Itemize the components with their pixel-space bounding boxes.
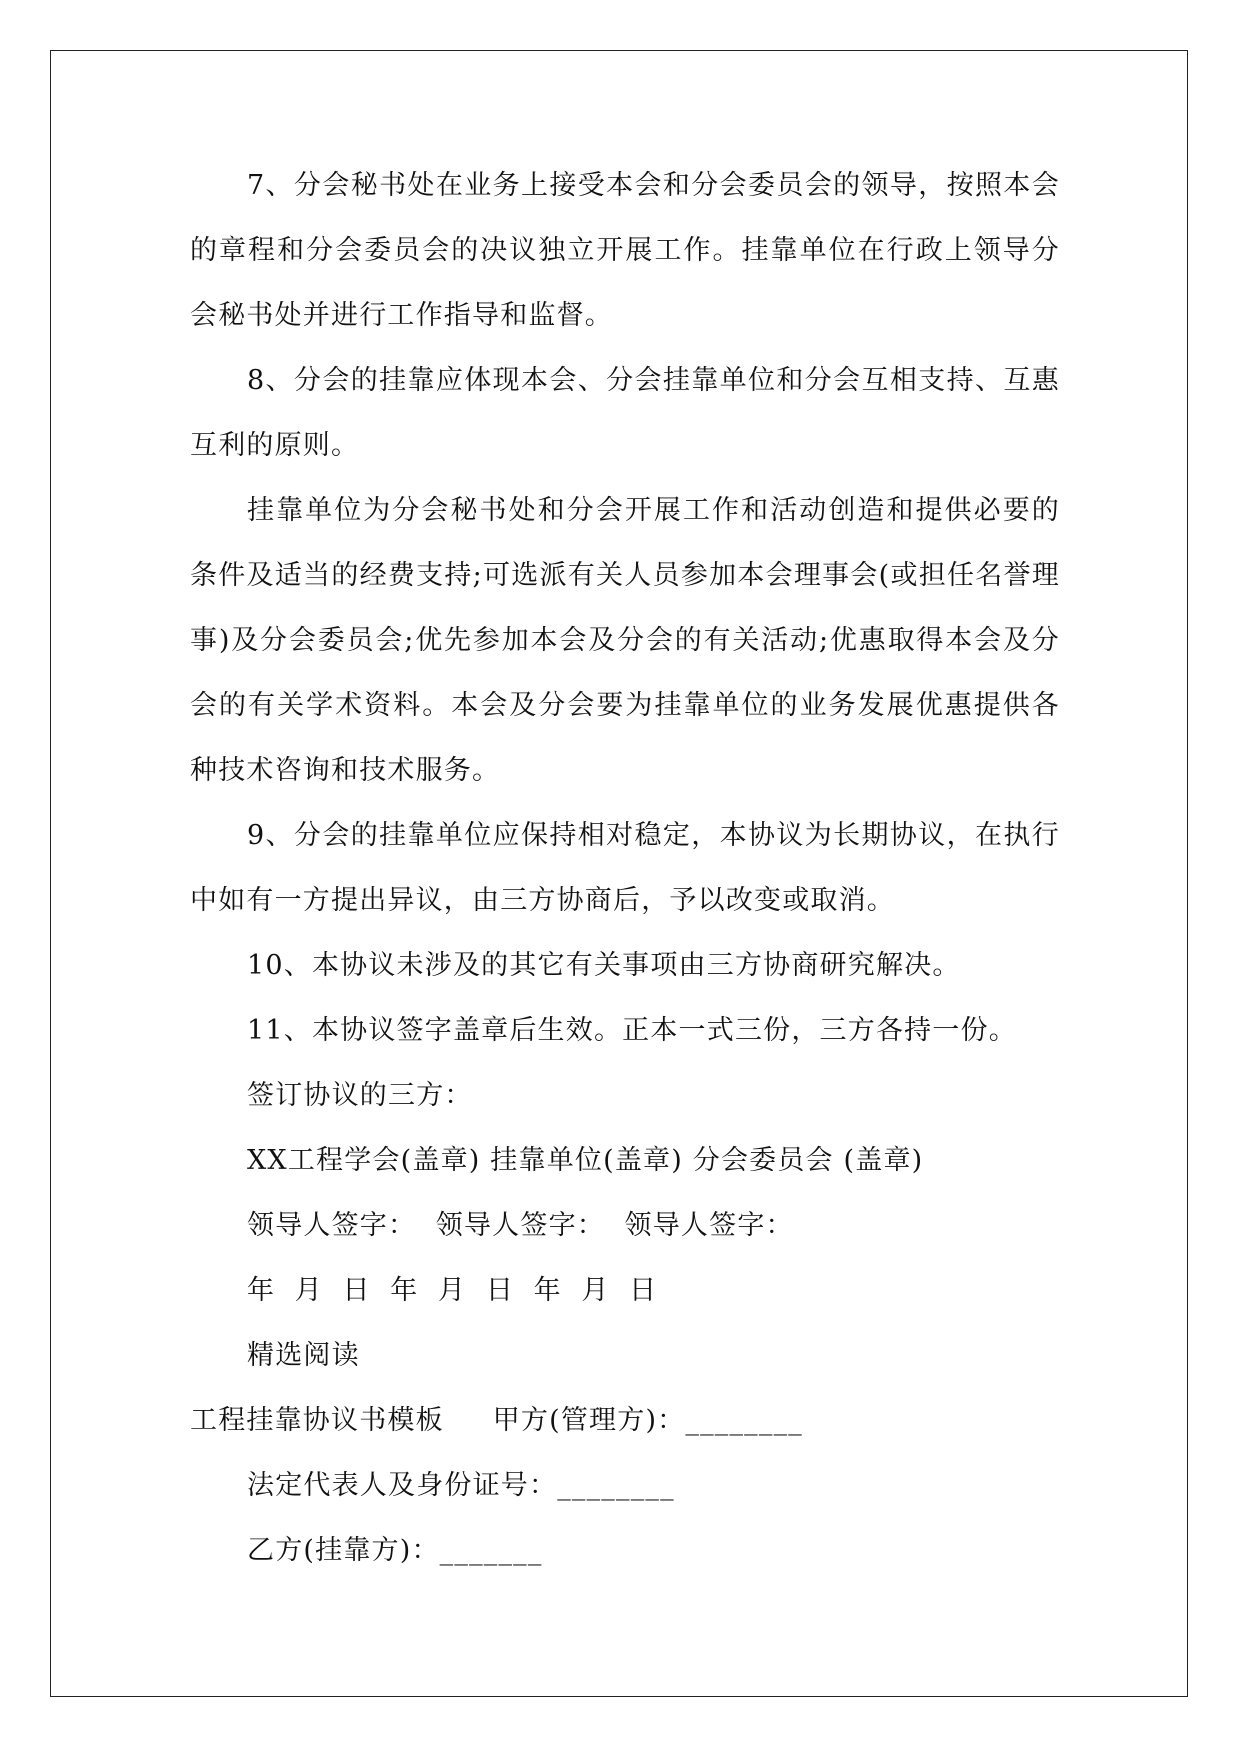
signing-dates: 年 月 日 年 月 日 年 月 日 (247, 1275, 658, 1306)
paragraph-clause-7: 7、分会秘书处在业务上接受本会和分会委员会的领导，按照本会的章程和分会委员会的决议独立开展工作。挂靠单位在行政上领导分会秘书处并进行工作指导和监督。 (190, 170, 1060, 331)
paragraph-clause-9: 9、分会的挂靠单位应保持相对稳定，本协议为长期协议，在执行中如有一方提出异议，由三方协商后，予以改变或取消。 (190, 820, 1060, 916)
signing-parties-heading: 签订协议的三方： (247, 1080, 473, 1111)
document-body (190, 153, 1060, 1583)
leader-signatures: 领导人签字： 领导人签字： 领导人签字： (247, 1210, 794, 1241)
paragraph-clause-8: 8、分会的挂靠应体现本会、分会挂靠单位和分会互相支持、互惠互利的原则。 (190, 365, 1060, 461)
paragraph-clause-10: 10、本协议未涉及的其它有关事项由三方协商研究解决。 (247, 950, 961, 981)
featured-reading-label: 精选阅读 (247, 1340, 360, 1371)
template-title-party-a: 工程挂靠协议书模板 甲方(管理方)：________ (190, 1405, 803, 1436)
paragraph-clause-11: 11、本协议签字盖章后生效。正本一式三份，三方各持一份。 (247, 1015, 1017, 1046)
paragraph-host-support: 挂靠单位为分会秘书处和分会开展工作和活动创造和提供必要的条件及适当的经费支持;可选派有关人员参加本会理事会(或担任名誉理事)及分会委员会;优先参加本会及分会的有关活动;优惠取得本会及分会的有关学术资料。本会及分会要为挂靠单位的业务发展优惠提供各种技术咨询和技术服务。 (190, 495, 1060, 786)
signing-parties-seals: XX工程学会(盖章) 挂靠单位(盖章) 分会委员会 (盖章) (247, 1145, 924, 1176)
legal-representative-line: 法定代表人及身份证号：________ (247, 1470, 675, 1501)
party-b-line: 乙方(挂靠方)：_______ (247, 1535, 543, 1566)
